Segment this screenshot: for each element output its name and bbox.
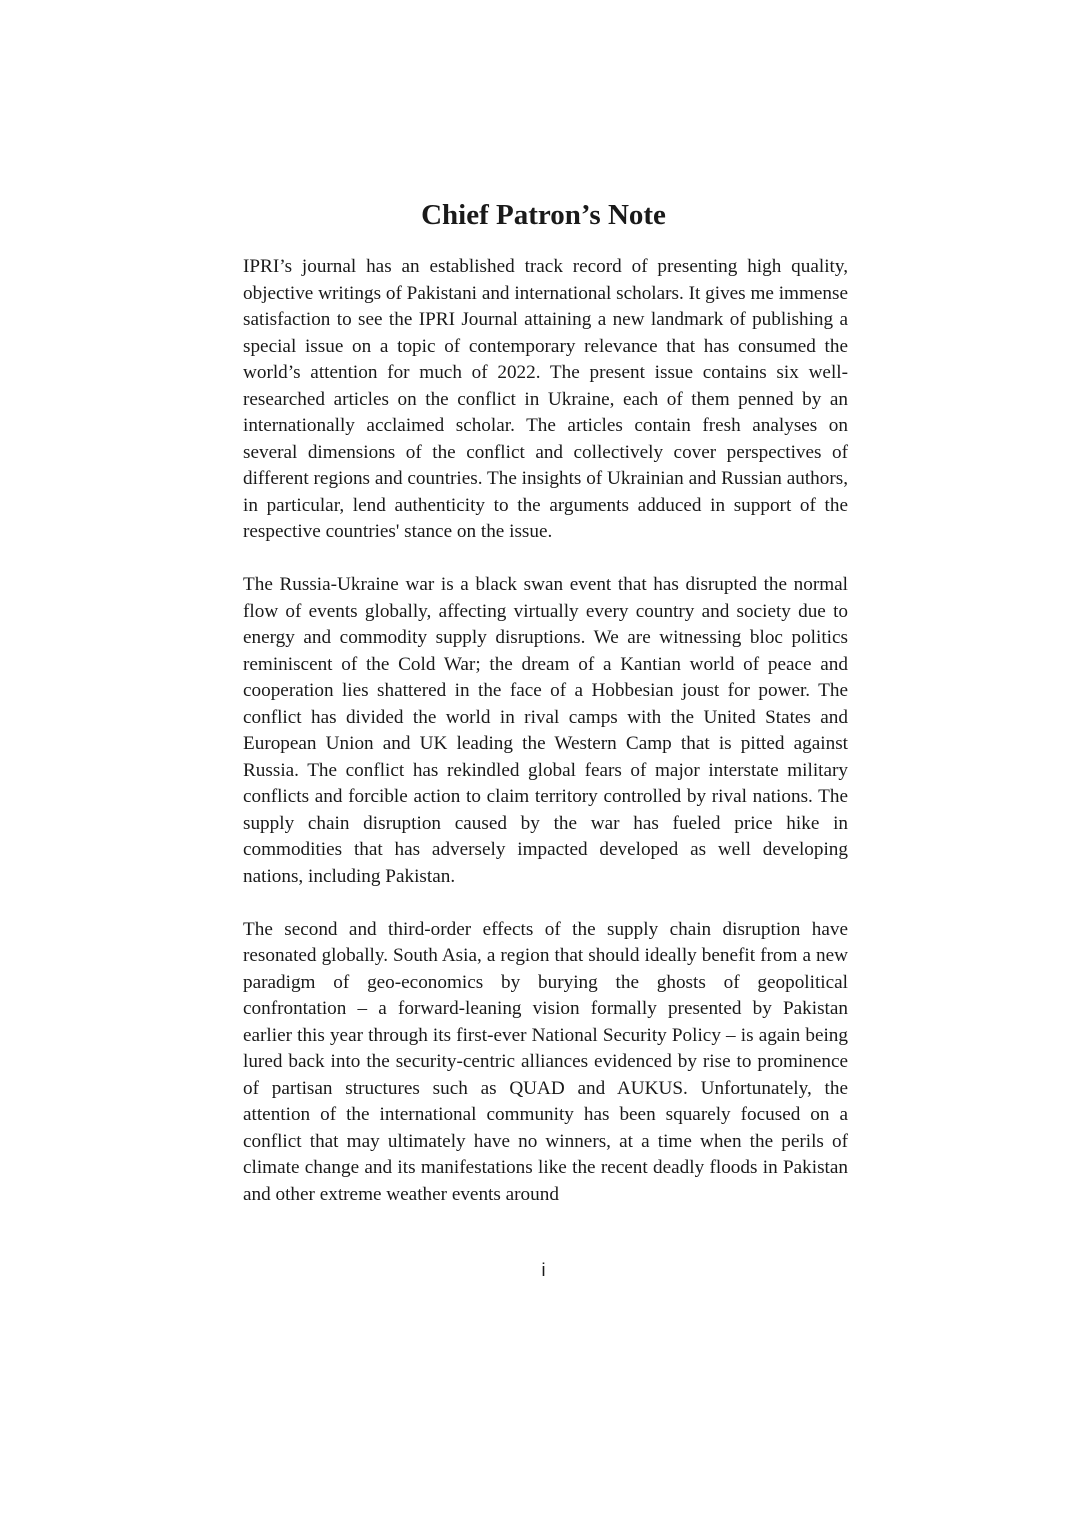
note-body xyxy=(243,254,848,1235)
paragraph-2: The Russia-Ukraine war is a black swan event that has disrupted the normal flow of events globally, affecting virtually every country and society due to energy and commodity supply disruptions. We are witnessing bloc politics reminiscent of the Cold War; the dream of a Kantian world of peace and cooperation lies shattered in the face of a Hobbesian joust for power. The conflict has divided the world in rival camps with the United States and European Union and UK leading the Western Camp that is pitted against Russia. The conflict has rekindled global fears of major interstate military conflicts and forcible action to claim territory controlled by rival nations. The supply chain disruption caused by the war has fueled price hike in commodities that has adversely impacted developed as well developing nations, including Pakistan. xyxy=(243,574,848,887)
paragraph-3: The second and third-order effects of the supply chain disruption have resonated globally. South Asia, a region that should ideally benefit from a new paradigm of geo-economics by burying the ghosts of geopolitical confrontation – a forward-leaning vision formally presented by Pakistan earlier this year through its first-ever National Security Policy – is again being lured back into the security-centric alliances evidenced by rise to prominence of partisan structures such as QUAD and AUKUS. Unfortunately, the attention of the international community has been squarely focused on a conflict that may ultimately have no winners, at a time when the perils of climate change and its manifestations like the recent deadly floods in Pakistan and other extreme weather events around xyxy=(243,918,848,1205)
page-title: Chief Patron’s Note xyxy=(421,199,666,231)
paragraph-1: IPRI’s journal has an established track record of presenting high quality, objective writings of Pakistani and international scholars. It gives me immense satisfaction to see the IPRI Journal attaining a new landmark of publishing a special issue on a topic of contemporary relevance that has consumed the world’s attention for much of 2022. The present issue contains six well-researched articles on the conflict in Ukraine, each of them penned by an internationally acclaimed scholar. The articles contain fresh analyses on several dimensions of the conflict and collectively cover perspectives of different regions and countries. The insights of Ukrainian and Russian authors, in particular, lend authenticity to the arguments adduced in support of the respective countries' stance on the issue. xyxy=(243,256,848,542)
page-number: i xyxy=(541,1260,546,1280)
